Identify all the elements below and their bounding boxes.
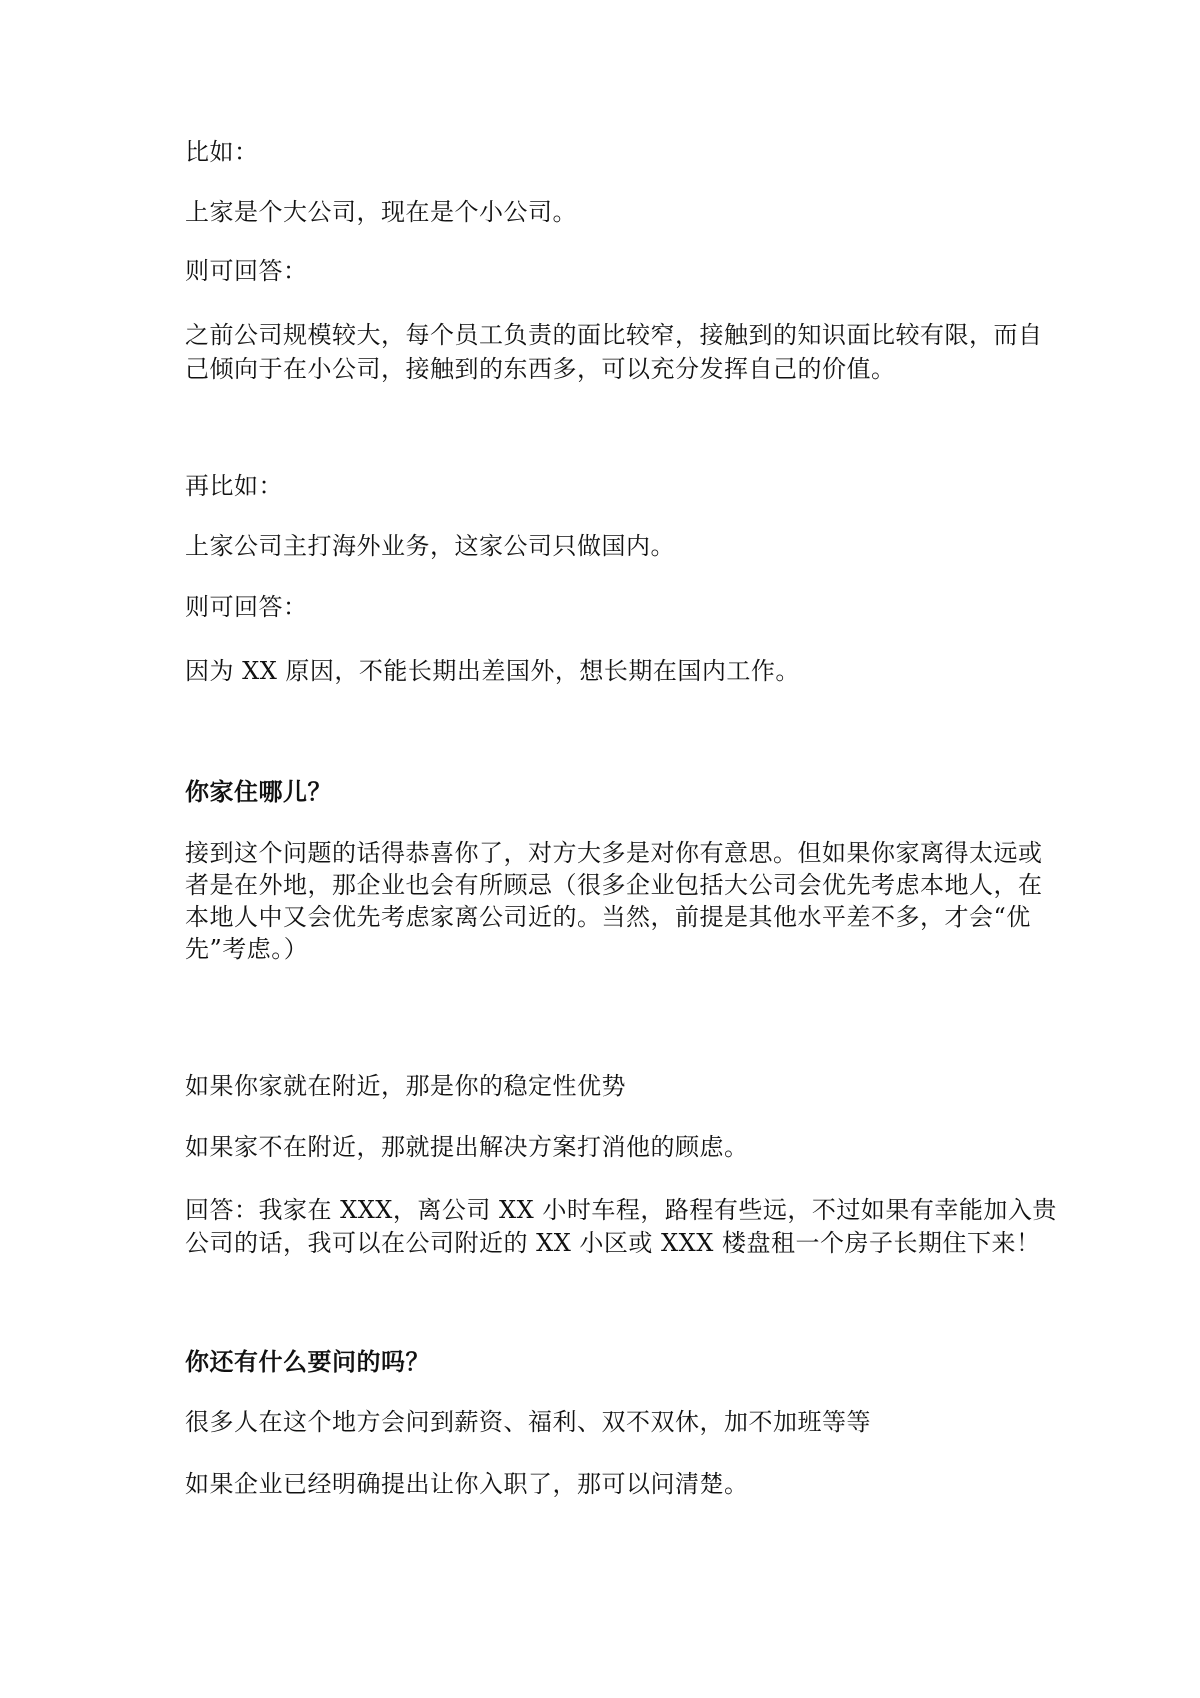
answer-label: 则可回答： [185,257,308,285]
answer-line: 之前公司规模较大，每个员工负责的面比较窄，接触到的知识面比较有限，而自 [185,321,1043,349]
paragraph-line: 如果企业已经明确提出让你入职了，那可以问清楚。 [185,1470,749,1498]
section-heading: 你家住哪儿？ [185,778,332,806]
paragraph-line: 先”考虑。） [185,935,309,963]
example-label: 再比如： [185,472,283,500]
paragraph-line: 接到这个问题的话得恭喜你了，对方大多是对你有意思。但如果你家离得太远或 [185,839,1043,867]
section-heading: 你还有什么要问的吗？ [185,1348,430,1376]
example-label: 比如： [185,138,259,166]
example-text: 上家是个大公司，现在是个小公司。 [185,198,577,226]
answer-text: 因为 XX 原因，不能长期出差国外，想长期在国内工作。 [185,657,800,685]
paragraph-line: 很多人在这个地方会问到薪资、福利、双不双休，加不加班等等 [185,1408,871,1436]
point-text: 如果你家就在附近，那是你的稳定性优势 [185,1072,626,1100]
paragraph-line: 者是在外地，那企业也会有所顾忌（很多企业包括大公司会优先考虑本地人，在 [185,871,1043,899]
example-text: 上家公司主打海外业务，这家公司只做国内。 [185,532,675,560]
answer-line: 己倾向于在小公司，接触到的东西多，可以充分发挥自己的价值。 [185,355,896,383]
point-text: 如果家不在附近，那就提出解决方案打消他的顾虑。 [185,1133,749,1161]
answer-label: 则可回答： [185,593,308,621]
paragraph-line: 本地人中又会优先考虑家离公司近的。当然，前提是其他水平差不多，才会“优 [185,903,1031,931]
answer-line: 回答：我家在 XXX，离公司 XX 小时车程，路程有些远，不过如果有幸能加入贵 [185,1196,1057,1224]
answer-line: 公司的话，我可以在公司附近的 XX 小区或 XXX 楼盘租一个房子长期住下来！ [185,1229,1041,1257]
